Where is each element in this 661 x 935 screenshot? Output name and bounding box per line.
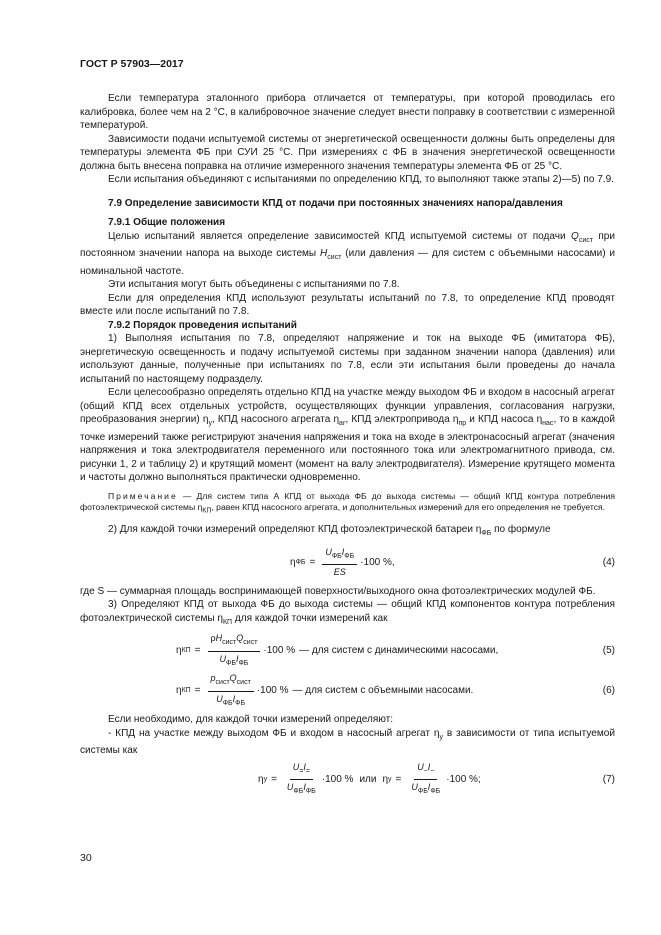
page-number: 30 [80,852,92,864]
formula-6-number: (6) [602,685,615,697]
fraction-6: $\frac{p_{сист}Q_{сист}}{U_{ФБ}I_{ФБ}}$ [208,672,254,710]
fraction-5: $\frac{\rho H_{сист}Q_{сист}}{U_{ФБ}I_{ФБ}}$ [208,632,261,670]
section-7-9-title: 7.9 Определение зависимости КПД от подачи при постоянных значениях напора/давления [108,197,563,209]
formula-5: η КП = $\frac{\rho H_{сист}Q_{сист}}{U_{ФБ}I_{ФБ}}$ ·100 % — для систем с динамическими насосами, (5) [80,633,615,669]
paragraph-goal: Целью испытаний является определение зависимостей КПД испытуемой системы от подачи $Q_{сист}$ при постоянном значении напора на выходе системы $H_{сист}$ (или давления — для систем с объемными насосами) и номинальной частоте. [80,230,615,277]
fraction-7a: $\frac{U_=I_=}{U_{ФБ}I_{ФБ}}$ [286,761,316,796]
paragraph-combined-tests: Если испытания объединяют с испытаниями по определению КПД, то выполняют также этапы 2)—5) по 7.9. [108,174,614,185]
step-3: 3) Определяют КПД от выхода ФБ до выхода системы — общий КПД компонентов контура потребления фотоэлектрической системы $\eta_{КП}$ для каждой точки измерений как [80,599,615,626]
subsection-7-9-1-title: 7.9.1 Общие положения [108,217,226,228]
formula-4-number: (4) [602,556,615,568]
document-header: ГОСТ Р 57903—2017 [80,58,184,70]
fraction-4: $\frac{U_{ФБ}I_{ФБ}}{ES}$ [322,546,357,580]
subsection-7-9-2-title: 7.9.2 Порядок проведения испытаний [108,319,297,331]
formula-7-number: (7) [602,773,615,785]
formula-7: η у = $\frac{U_=I_=}{U_{ФБ}I_{ФБ}}$ ·100 % или η у = $\frac{U_\sim I_\sim}{U_{ФБ}I_{ФБ}}$ ·100 %; (7) [80,762,615,798]
formula-4: η ФБ = $\frac{U_{ФБ}I_{ФБ}}{ES}$ ·100 %, (4) [80,545,615,581]
paragraph-results-usage: Если для определения КПД используют результаты испытаний по 7.8, то определение КПД проводят вместе или после испытаний по 7.8. [80,292,615,317]
page-body [80,92,615,802]
step-1: 1) Выполняя испытания по 7.8, определяют напряжение и ток на выходе ФБ (имитатора ФБ), энергетическую освещенность и подачу испытуемой системы при заданном значении напора (давления) или используют данные, полученные при испытаниях по 7.8, если эти испытания были проведены до начала испытаний по настоящему подразделу. [80,333,615,385]
where-clause: где S — суммарная площадь воспринимающей поверхности/выходного окна фотоэлектрических модулей ФБ. [80,585,596,597]
paragraph-temperature: Зависимости подачи испытуемой системы от энергетической освещенности должны быть определены для температуры элемента ФБ при СУИ 25 °С. При измерениях с ФБ в значения энергетической освещенности должна быть внесена поправка на отличие измеренного значения температуры элемента ФБ от 25 °С. [80,133,615,172]
paragraph-efficiency: Если целесообразно определять отдельно КПД на участке между выходом ФБ и входом в насосный агрегат (общий КПД всех отдельных устройств, осуществляющих функции управления, согласования нагрузки, преобразования энергии) $\eta_у$, КПД насосного агрегата $\eta_{аг}$, КПД электропривода $\eta_{пр}$ и КПД насоса $\eta_{нас}$, то в каждой точке измерений также регистрируют значения напряжения и тока на входе в электронасосный агрегат (значения напряжения и тока электродвигателя переменного или постоянного тока или электромагнитного привода, см. рисунки 1, 2 и таблицу 2) и крутящий момент (момент на валу электродвигателя). Измерение крутящего момента и частоты должно выполняться практически одновременно. [80,387,615,483]
bullet-converter-efficiency: - КПД на участке между выходом ФБ и входом в насосный агрегат $\eta_у$ в зависимости от типа испытуемой системы как [80,727,615,757]
paragraph-if-needed: Если необходимо, для каждой точки измерений определяют: [108,714,394,726]
paragraph-calibration: Если температура эталонного прибора отличается от температуры, при которой проводилась его калибровка, более чем на 2 °С, в калибровочное значение следует внести поправку в соответствии с измеренной температурой. [80,93,615,131]
formula-6: η КП = $\frac{p_{сист}Q_{сист}}{U_{ФБ}I_{ФБ}}$ ·100 % — для систем с объемными насосами. (6) [80,673,615,709]
paragraph-combine: Эти испытания могут быть объединены с испытаниями по 7.8. [108,279,400,290]
step-2: 2) Для каждой точки измерений определяют КПД фотоэлектрической батареи $\eta_{ФБ}$ по формуле [108,524,551,538]
fraction-7b: $\frac{U_\sim I_\sim}{U_{ФБ}I_{ФБ}}$ [411,761,441,796]
formula-5-number: (5) [602,645,615,657]
note: Примечание — Для систем типа А КПД от выхода ФБ до выхода системы — общий КПД контура потребления фотоэлектрической системы $\eta_{КП}$, равен КПД насосного агрегата, и дополнительных измерений для его определения не требуется. [80,490,615,515]
